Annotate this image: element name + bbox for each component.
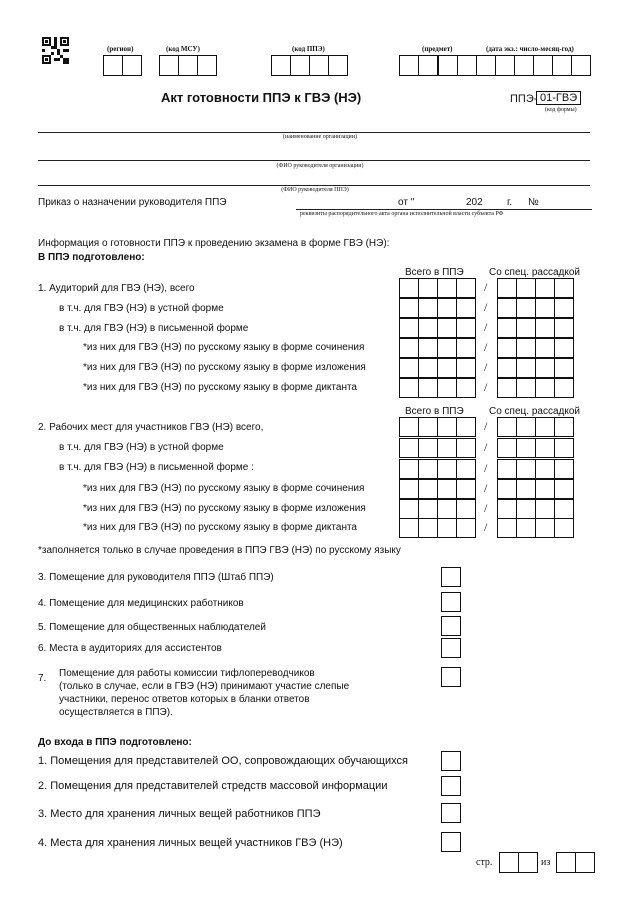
page-label: стр. <box>476 857 493 868</box>
exam-date-label: (дата экз.: число-месяц-год) <box>486 45 574 53</box>
region-boxes[interactable] <box>104 55 142 76</box>
row1-slash: / <box>484 280 488 294</box>
row1-essay-total-boxes[interactable] <box>400 338 476 358</box>
page-total-boxes[interactable] <box>557 852 595 873</box>
item-7-line-4: осуществляется в ППЭ). <box>59 707 173 718</box>
row2-dictation-label: *из них для ГВЭ (НЭ) по русскому языку в форме диктанта <box>83 522 357 533</box>
org-name-line[interactable] <box>38 132 590 133</box>
row2-essay-slash: / <box>484 481 488 495</box>
row1-written-special-boxes[interactable] <box>498 318 574 338</box>
subject-boxes[interactable] <box>400 55 438 76</box>
form-code: 01-ГВЭ <box>536 91 581 105</box>
page-of-label: из <box>541 857 551 868</box>
order-from: от " <box>398 197 415 208</box>
entry-item-3-checkbox[interactable] <box>441 803 461 823</box>
row2-essay-total-boxes[interactable] <box>400 479 476 499</box>
msu-label: (код МСУ) <box>166 45 200 53</box>
item-6-checkbox[interactable] <box>441 638 461 658</box>
item-3-label: 3. Помещение для руководителя ППЭ (Штаб ППЭ) <box>38 572 274 583</box>
entry-item-2-label: 2. Помещения для представителей стредств массовой информации <box>38 780 388 792</box>
row2-exposition-total-boxes[interactable] <box>400 499 476 519</box>
footnote: *заполняется только в случае проведения в ППЭ ГВЭ (НЭ) по русскому языку <box>38 545 401 556</box>
item-7-checkbox[interactable] <box>441 667 461 687</box>
row1-essay-label: *из них для ГВЭ (НЭ) по русскому языку в форме сочинения <box>83 342 365 353</box>
item-3-checkbox[interactable] <box>441 567 461 587</box>
row2-dictation-special-boxes[interactable] <box>498 518 574 538</box>
row2-essay-special-boxes[interactable] <box>498 479 574 499</box>
msu-boxes[interactable] <box>160 55 217 76</box>
row2-oral-label: в т.ч. для ГВЭ (НЭ) в устной форме <box>59 442 224 453</box>
row2-exposition-special-boxes[interactable] <box>498 499 574 519</box>
row1-exposition-special-boxes[interactable] <box>498 358 574 378</box>
info-text: Информация о готовности ППЭ к проведению экзамена в форме ГВЭ (НЭ): <box>38 238 390 249</box>
row1-written-label: в т.ч. для ГВЭ (НЭ) в письменной форме <box>59 323 249 334</box>
item-7-line-3: участники, перенос ответов которых в бланки ответов <box>59 694 310 705</box>
row1-oral-special-boxes[interactable] <box>498 298 574 318</box>
row1-dictation-special-boxes[interactable] <box>498 378 574 398</box>
section-before-entry: До входа в ППЭ подготовлено: <box>38 737 192 748</box>
row1-oral-slash: / <box>484 300 488 314</box>
requisites-caption: реквизиты распорядительного акта органа исполнительной власти субъекта РФ <box>300 211 504 217</box>
entry-item-3-label: 3. Место для хранения личных вещей работников ППЭ <box>38 808 321 820</box>
entry-item-2-checkbox[interactable] <box>441 776 461 796</box>
row1-label: 1. Аудиторий для ГВЭ (НЭ), всего <box>38 283 195 294</box>
row1-dictation-label: *из них для ГВЭ (НЭ) по русскому языку в форме диктанта <box>83 382 357 393</box>
item-4-label: 4. Помещение для медицинских работников <box>38 598 244 609</box>
form-code-caption: (код формы) <box>545 107 577 113</box>
col-total-header: Всего в ППЭ <box>405 267 464 278</box>
subject-label: (предмет) <box>422 45 453 53</box>
col-total-header-2: Всего в ППЭ <box>405 406 464 417</box>
org-head-line[interactable] <box>38 160 590 161</box>
entry-item-4-checkbox[interactable] <box>441 832 461 852</box>
item-7-number: 7. <box>38 673 47 684</box>
row1-exposition-label: *из них для ГВЭ (НЭ) по русскому языку в форме изложения <box>83 362 366 373</box>
order-line[interactable] <box>296 209 592 210</box>
row2-oral-total-boxes[interactable] <box>400 438 476 458</box>
order-number-sign: № <box>528 197 539 208</box>
row2-dictation-slash: / <box>484 520 488 534</box>
col-special-header-2: Со спец. рассадкой <box>489 406 580 417</box>
item-7-line-2: (только в случае, если в ГВЭ (НЭ) принимают участие слепые <box>59 681 350 692</box>
page-number-boxes[interactable] <box>500 852 538 873</box>
row2-label: 2. Рабочих мест для участников ГВЭ (НЭ) всего, <box>38 422 264 433</box>
row1-special-boxes[interactable] <box>498 278 574 298</box>
row2-written-label: в т.ч. для ГВЭ (НЭ) в письменной форме : <box>59 462 254 473</box>
row2-oral-slash: / <box>484 440 488 454</box>
row2-essay-label: *из них для ГВЭ (НЭ) по русскому языку в форме сочинения <box>83 483 365 494</box>
entry-item-4-label: 4. Места для хранения личных вещей участников ГВЭ (НЭ) <box>38 837 343 849</box>
section-in-ppe: В ППЭ подготовлено: <box>38 252 145 263</box>
row1-dictation-slash: / <box>484 380 488 394</box>
entry-item-1-checkbox[interactable] <box>441 751 461 771</box>
exam-date-boxes[interactable] <box>439 55 591 76</box>
ppe-code-boxes[interactable] <box>272 55 348 76</box>
row1-written-total-boxes[interactable] <box>400 318 476 338</box>
row1-oral-label: в т.ч. для ГВЭ (НЭ) в устной форме <box>59 303 224 314</box>
region-label: (регион) <box>107 45 134 53</box>
ppe-code-label: (код ППЭ) <box>292 45 325 53</box>
row1-oral-total-boxes[interactable] <box>400 298 476 318</box>
item-5-label: 5. Помещение для общественных наблюдателей <box>38 622 266 633</box>
row2-slash: / <box>484 419 488 433</box>
order-label: Приказ о назначении руководителя ППЭ <box>38 197 227 208</box>
document-title: Акт готовности ППЭ к ГВЭ (НЭ) <box>161 90 362 105</box>
entry-item-1-label: 1. Помещения для представителей ОО, сопровождающих обучающихся <box>38 755 408 767</box>
row2-oral-special-boxes[interactable] <box>498 438 574 458</box>
row1-written-slash: / <box>484 320 488 334</box>
row1-total-boxes[interactable] <box>400 278 476 298</box>
row1-exposition-slash: / <box>484 360 488 374</box>
col-special-header: Со спец. рассадкой <box>489 267 580 278</box>
row2-total-boxes[interactable] <box>400 417 476 437</box>
row1-dictation-total-boxes[interactable] <box>400 378 476 398</box>
row2-written-special-boxes[interactable] <box>498 459 574 479</box>
row1-essay-special-boxes[interactable] <box>498 338 574 358</box>
org-head-caption: (ФИО руководителя организации) <box>276 163 364 169</box>
row2-exposition-slash: / <box>484 501 488 515</box>
order-year: 202 <box>466 197 483 208</box>
row2-exposition-label: *из них для ГВЭ (НЭ) по русскому языку в форме изложения <box>83 503 366 514</box>
item-7-line-1: Помещение для работы комиссии тифлопереводчиков <box>59 668 315 679</box>
form-code-prefix: ППЭ- <box>510 93 538 105</box>
row1-essay-slash: / <box>484 340 488 354</box>
row2-special-boxes[interactable] <box>498 417 574 437</box>
row2-written-total-boxes[interactable] <box>400 459 476 479</box>
qr-code-icon <box>42 37 69 64</box>
item-6-label: 6. Места в аудиториях для ассистентов <box>38 643 222 654</box>
row2-written-slash: / <box>484 461 488 475</box>
order-g: г. <box>507 197 513 208</box>
row2-dictation-total-boxes[interactable] <box>400 518 476 538</box>
item-5-checkbox[interactable] <box>441 616 461 636</box>
org-name-caption: (наименование организации) <box>283 134 357 140</box>
ppe-head-caption: (ФИО руководителя ППЭ) <box>281 187 349 193</box>
row1-exposition-total-boxes[interactable] <box>400 358 476 378</box>
item-4-checkbox[interactable] <box>441 592 461 612</box>
ppe-head-line[interactable] <box>38 185 590 186</box>
